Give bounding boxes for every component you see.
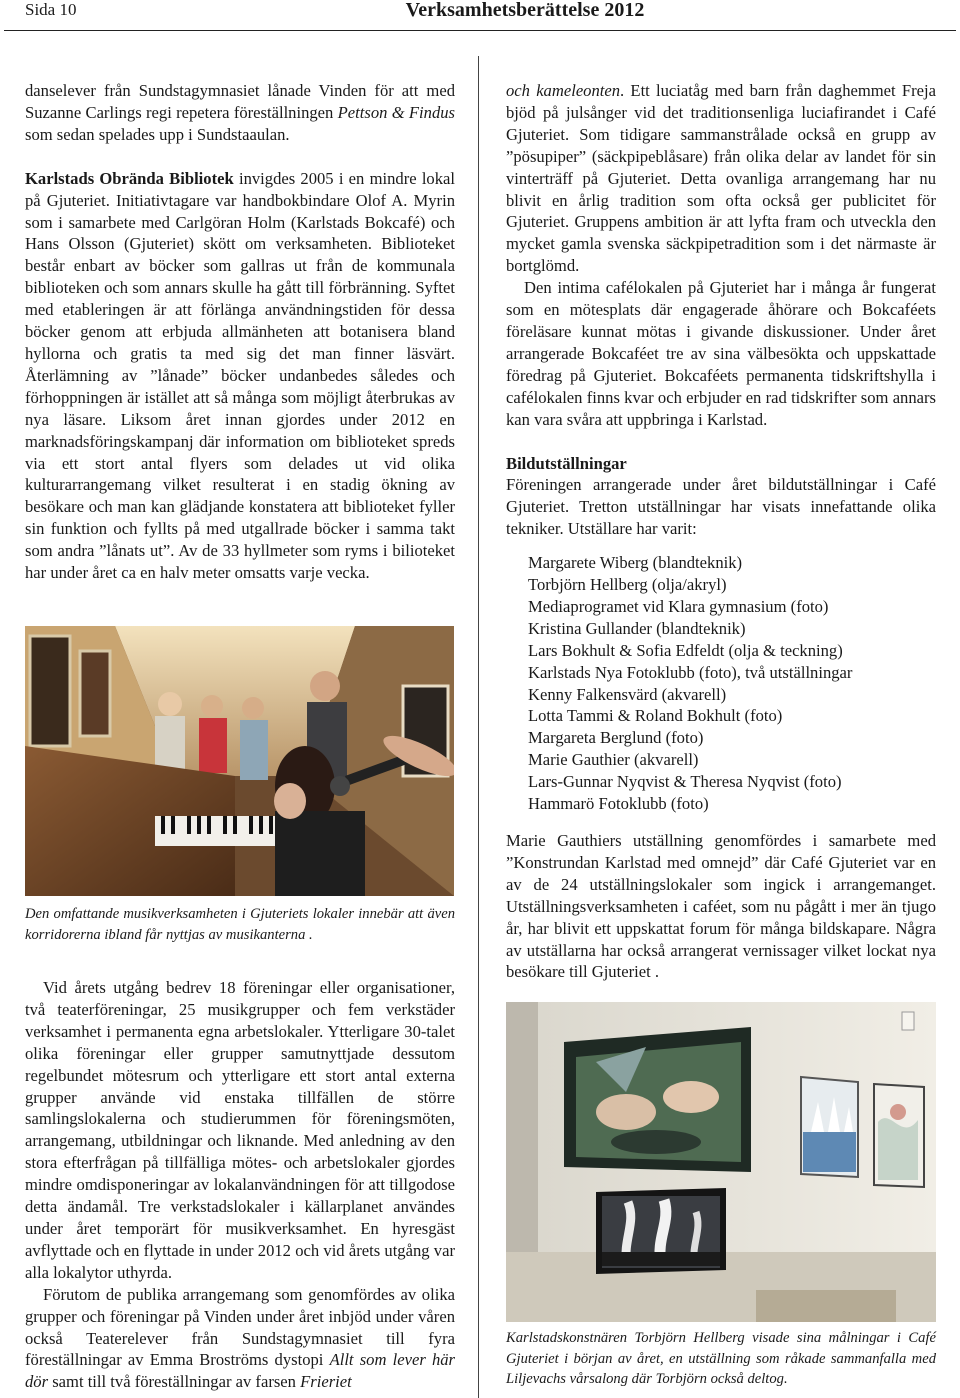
right-column-top — [506, 80, 936, 815]
document-title: Verksamhetsberättelse 2012 — [405, 0, 645, 21]
list-item: Lotta Tammi & Roland Bokhult (foto) — [528, 706, 783, 726]
header-rule — [4, 30, 956, 31]
photo-piano-corridor — [25, 626, 454, 896]
caption-exhibition-photo: Karlstadskonstnären Torbjörn Hellberg visade sina målningar i Café Gjuteriet i början av året, en utställning som råkade sammanfalla med Liljevachs vårsalong där Torbjörn också deltog. — [506, 1330, 936, 1387]
list-item: Margareta Berglund (foto) — [528, 728, 704, 748]
paragraph-library: Karlstads Obrända Bibliotek invigdes 2005 i en mindre lokal på Gjuteriet. Initiativtagare var handbokbindare Olof A. Myrin som i samarbete med Carlgöran Holm (Karlstads Bokcafé) och Hans Olsson (Gjuteriet) skött om verksamheten. Biblioteket består enbart av böcker som gallras ut från de kommunala biblioteken och som annars skulle ha gått till förbränning. Syftet med etableringen är att förlänga användningstiden för dessa böcker genom att erbjuda allmänheten att botanisera bland hyllorna och gratis ta med sig det man finner läsvärt. Återlämning av ”lånade” böcker undanbedes således och förhoppningen är istället att så många som möjligt återbrukas av nya läsare. Liksom året innan gjordes under 2012 en marknadsföringskampanj där information om biblioteket spreds via ett stort antal flyers som delades ut vid olika kulturarrangemang vilket resulterat i en stadig ökning av besökare och man kan glädjande konstatera att biblioteket fyller sin funktion och fyllts på med utgallrade böcker i samma takt som andra ”lånats ut”. Av de 33 hyllmeter som ryms i bilioteket har under året ca en halv meter omsatts varje vecka. — [25, 168, 455, 583]
play-title-pettson: Pettson & Findus — [337, 102, 455, 122]
list-item: Lars Bokhult & Sofia Edfeldt (olja & teckning) — [528, 640, 843, 660]
list-item: Mediaprogramet vid Klara gymnasium (foto) — [528, 596, 829, 616]
list-item: Lars-Gunnar Nyqvist & Theresa Nyqvist (foto) — [528, 772, 842, 792]
list-item: Kristina Gullander (blandteknik) — [528, 618, 746, 638]
paragraph-bokcafe: Den intima cafélokalen på Gjuteriet har i många år fungerat som en mötesplats där engagerade åhörare och Bokcaféets föreläsare kunnat mötas i givande diskussioner. Under året arrangerade Bokcaféet tre av sina välbesökta och uppskattade föredrag på Gjuteriet. Bokcaféets permanenta tidskriftshylla i cafélokalen finns kvar och erbjuder en rad tidskrifter som annars kan vara svåra att uppbringa i Karlstad. — [506, 278, 936, 429]
list-item: Hammarö Fotoklubb (foto) — [528, 794, 709, 814]
play-title-allt-som-lever: Allt som lever här dör — [25, 1350, 455, 1392]
exhibitor-list — [528, 552, 936, 815]
paragraph-lucia: och kameleonten. Ett luciatåg med barn från daghemmet Freja bjöd på julsånger vid det traditionsenliga luciafirandet i Café Gjuteriet. Som tidigare sammanstrålade också en grupp av ”pösupiper” (säckpipeblåsare) från olika delar av landet för sin vinterträff på Gjuteriet. Detta ovanliga arrangemang har nu blivit en årlig tradition som ofta också ger publicitet för Gjuteriet. Gruppens ambition är att lyfta fram och utveckla den mycket gamla svenska säckpipetradition som i det närmaste är bortglömd. — [506, 81, 936, 276]
play-title-frieriet: Frieriet — [300, 1372, 352, 1392]
library-name: Karlstads Obrända Bibliotek — [25, 168, 234, 188]
right-column-middle — [506, 830, 936, 983]
paragraph-exhibitions-intro: Föreningen arrangerade under året bildutställningar i Café Gjuteriet. Tretton utställningar har visats innefattande olika tekniker. Utställare har varit: — [506, 475, 936, 539]
left-column-top — [25, 80, 455, 584]
left-column-bottom — [25, 977, 455, 1393]
section-heading-exhibitions: Bildutställningar — [506, 453, 627, 473]
list-item: Margarete Wiberg (blandteknik) — [528, 553, 743, 573]
caption-piano-photo: Den omfattande musikverksamheten i Gjuteriets lokaler innebär att även korridorerna ibland får nyttjas av musikanterna . — [25, 906, 455, 943]
column-divider — [478, 56, 479, 1398]
play-title-kameleonten: och kameleonten — [506, 81, 621, 100]
list-item: Torbjörn Hellberg (olja/akryl) — [528, 575, 727, 595]
paragraph-public-events: Förutom de publika arrangemang som genomfördes av olika grupper och föreningar på Vinden under året inbjöd under våren också Teaterelever från Sundstagymnasiet till fyra föreställningar av Emma Broströms dystopi Allt som lever här dör samt till två föreställningar av farsen Frieriet — [25, 1284, 455, 1392]
list-item: Marie Gauthier (akvarell) — [528, 750, 699, 770]
paragraph-dance: danselever från Sundstagymnasiet lånade Vinden för att med Suzanne Carlings regi repetera föreställningen Pettson & Findus som sedan spelades upp i Sundstaaulan. — [25, 81, 455, 144]
paragraph-associations: Vid årets utgång bedrev 18 föreningar eller organisationer, två teaterföreningar, 25 musikgrupper och fem verkstäder verksamhet i permanenta egna arbetslokaler. Ytterligare 30-talet olika föreningar eller grupper samutnyttjade dessutom regelbundet mötesrum och ytterligare ett stort antal externa grupper använde vid enstaka tillfällen de större samlingslokalerna och studierummen för föreningsmöten, arrangemang, utbildningar och liknande. Med anledning av den stora efterfrågan på tillfälliga mötes- och arbetslokaler gjordes mindre omdisponeringar av lokalanvändningen för att tillgodose detta ändamål. Tre verkstadslokaler i källarplanet användes under året temporärt för musikverksamhet. En hyresgäst avflyttade och en flyttade in under 2012 och vid årets utgång var alla lokalytor uthyrda. — [25, 978, 455, 1282]
paragraph-konstrundan: Marie Gauthiers utställning genomfördes i samarbete med ”Konstrundan Karlstad med omnejd” där Café Gjuteriet var en av de 24 utställningslokaler som ingick i arrangemanget. Utställningsverksamheten i caféet, som nu pågått i mer än tjugo år, har blivit ett uppskattat forum för många bildskapare. Några av utställarna har också arrangerat vernissager vilket lockat nya besökare till Gjuteriet . — [506, 831, 936, 982]
list-item: Karlstads Nya Fotoklubb (foto), två utställningar — [528, 662, 853, 682]
page-number: Sida 10 — [25, 0, 77, 19]
list-item: Kenny Falkensvärd (akvarell) — [528, 684, 727, 704]
photo-paintings-exhibition — [506, 1002, 936, 1322]
page-header — [0, 0, 960, 32]
